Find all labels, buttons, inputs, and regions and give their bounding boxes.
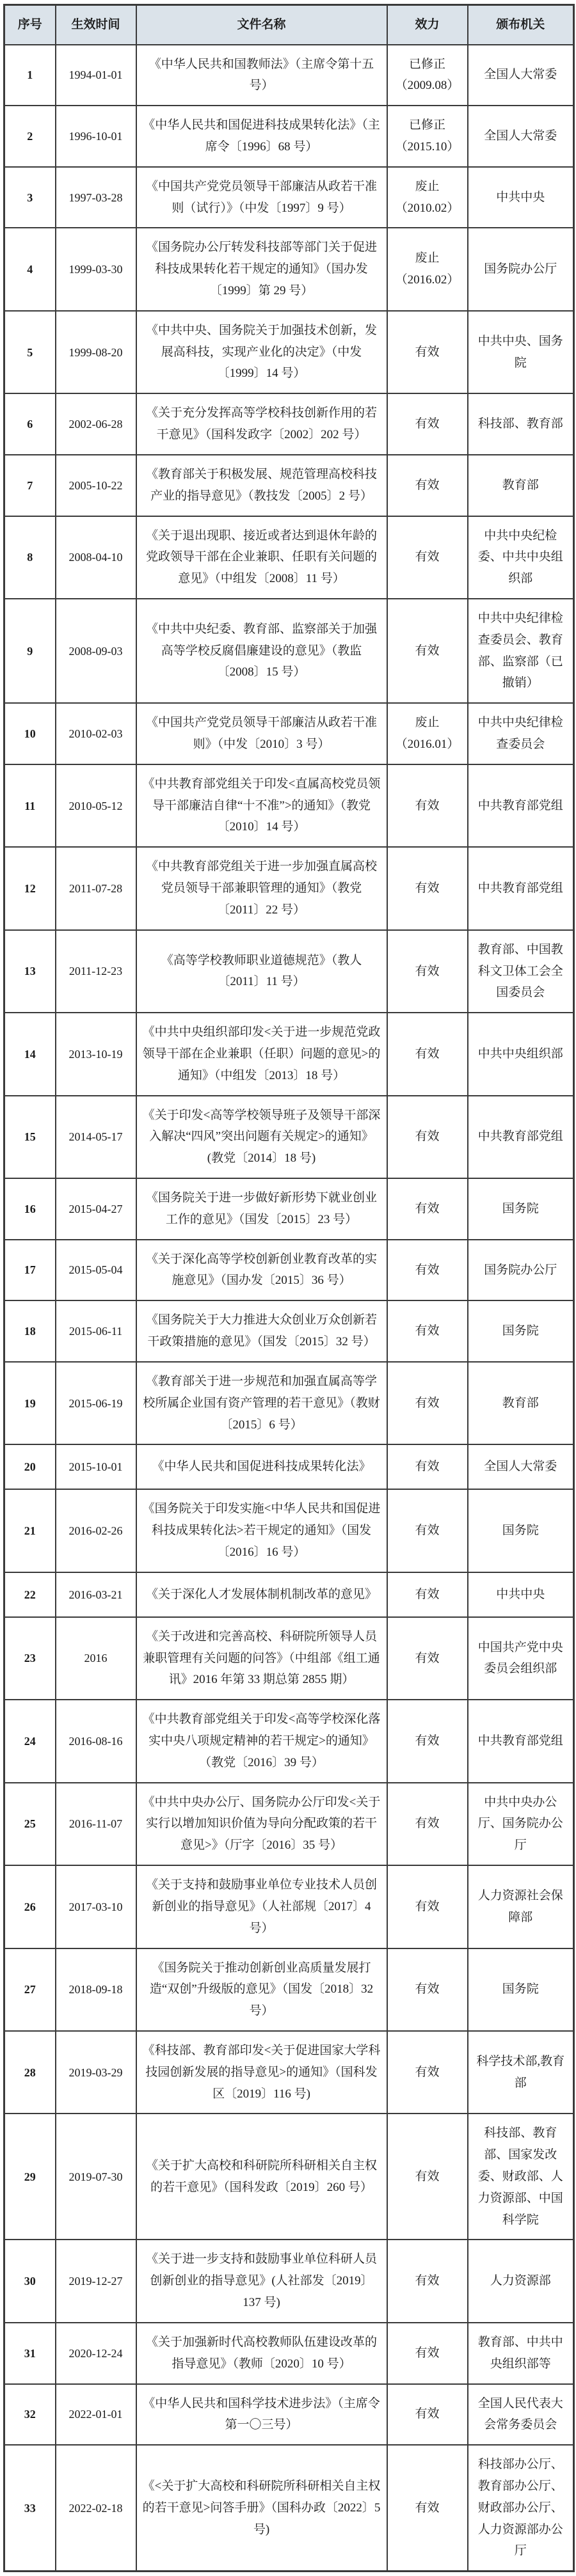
row-number-cell: 28 [4, 2031, 56, 2114]
status-text: 有效 [415, 2346, 440, 2360]
status-text: 废止 [415, 179, 440, 193]
status-text: 有效 [415, 1130, 440, 1144]
status-cell [387, 1444, 468, 1489]
row-number-cell: 31 [4, 2323, 56, 2384]
status-cell [387, 1948, 468, 2031]
row-number-cell: 7 [4, 455, 56, 516]
row-number-cell: 32 [4, 2384, 56, 2446]
row-number-cell: 1 [4, 45, 56, 106]
effective-date-cell: 2019-07-30 [56, 2114, 136, 2240]
status-text: 有效 [415, 1324, 440, 1338]
table-row [4, 847, 574, 929]
header-cell-date: 生效时间 [56, 5, 136, 45]
status-cell [387, 2114, 468, 2240]
header-cell-number: 序号 [4, 5, 56, 45]
status-text: 已修正 [408, 118, 445, 132]
issuing-authority-cell: 教育部 [468, 1362, 574, 1444]
status-text: 废止 [415, 716, 440, 730]
row-number-cell: 12 [4, 847, 56, 929]
table-row [4, 1178, 574, 1240]
document-title-cell: 《关于退出现职、接近或者达到退休年龄的党政领导干部在企业兼职、任职有关问题的意见》（中组发〔2008〕11 号） [136, 516, 387, 599]
table-row [4, 1013, 574, 1095]
header-cell-authority: 颁布机关 [468, 5, 574, 45]
row-number-cell: 11 [4, 764, 56, 847]
issuing-authority-cell: 国务院办公厅 [468, 228, 574, 310]
document-title-cell: 《国务院关于大力推进大众创业万众创新若干政策措施的意见》（国发〔2015〕32 号） [136, 1300, 387, 1362]
table-row [4, 1489, 574, 1572]
document-title-cell: 《教育部关于积极发展、规范管理高校科技产业的指导意见》（教技发〔2005〕2 号） [136, 455, 387, 516]
table-row [4, 311, 574, 393]
table-row [4, 2323, 574, 2384]
effective-date-cell: 2010-02-03 [56, 703, 136, 764]
issuing-authority-cell: 科技部、教育部、国家发改委、财政部、人力资源部、中国科学院 [468, 2114, 574, 2240]
effective-date-cell: 2002-06-28 [56, 393, 136, 455]
document-title-cell: 《中华人民共和国促进科技成果转化法》 [136, 1444, 387, 1489]
table-row [4, 1865, 574, 1948]
effective-date-cell: 1999-03-30 [56, 228, 136, 310]
status-cell [387, 167, 468, 228]
status-cell [387, 1865, 468, 1948]
effective-date-cell: 2019-12-27 [56, 2240, 136, 2322]
issuing-authority-cell: 中共中央办公厅、国务院办公厅 [468, 1783, 574, 1865]
status-cell [387, 2031, 468, 2114]
document-title-cell: 《教育部关于进一步规范和加强直属高等学校所属企业国有资产管理的若干意见》（教财〔2015〕6 号） [136, 1362, 387, 1444]
document-title-cell: 《中共中央、国务院关于加强技术创新，发展高科技，实现产业化的决定》（中发〔1999〕14 号） [136, 311, 387, 393]
issuing-authority-cell: 中共中央组织部 [468, 1013, 574, 1095]
status-cell [387, 393, 468, 455]
status-text: 有效 [415, 1734, 440, 1748]
table-row [4, 2445, 574, 2572]
effective-date-cell: 2010-05-12 [56, 764, 136, 847]
issuing-authority-cell: 中共教育部党组 [468, 1096, 574, 1178]
row-number-cell: 26 [4, 1865, 56, 1948]
issuing-authority-cell: 教育部、中国教科文卫体工会全国委员会 [468, 930, 574, 1013]
issuing-authority-cell: 科技部办公厅、教育部办公厅、财政部办公厅、人力资源部办公厅 [468, 2445, 574, 2572]
status-text: 有效 [415, 2065, 440, 2079]
effective-date-cell: 2016-08-16 [56, 1700, 136, 1782]
document-title-cell: 《关于深化人才发展体制机制改革的意见》 [136, 1572, 387, 1617]
document-title-cell: 《关于加强新时代高校教师队伍建设改革的指导意见》（教师〔2020〕10 号） [136, 2323, 387, 2384]
row-number-cell: 5 [4, 311, 56, 393]
table-row [4, 167, 574, 228]
issuing-authority-cell: 科技部、教育部 [468, 393, 574, 455]
effective-date-cell: 2005-10-22 [56, 455, 136, 516]
row-number-cell: 24 [4, 1700, 56, 1782]
row-number-cell: 33 [4, 2445, 56, 2572]
effective-date-cell: 2015-05-04 [56, 1240, 136, 1301]
table-body [4, 45, 574, 2572]
effective-date-cell: 1997-03-28 [56, 167, 136, 228]
effective-date-cell: 2011-12-23 [56, 930, 136, 1013]
issuing-authority-cell: 中共中央纪律检查委员会 [468, 703, 574, 764]
status-text: 有效 [415, 1396, 440, 1410]
status-text: 有效 [415, 478, 440, 492]
issuing-authority-cell: 人力资源社会保障部 [468, 1865, 574, 1948]
issuing-authority-cell: 中共教育部党组 [468, 764, 574, 847]
document-title-cell: 《关于改进和完善高校、科研院所领导人员兼职管理有关问题的问答》（中组部《组工通讯》2016 年第 33 期总第 2855 期） [136, 1617, 387, 1700]
row-number-cell: 6 [4, 393, 56, 455]
row-number-cell: 19 [4, 1362, 56, 1444]
document-title-cell: 《中共中央办公厅、国务院办公厅印发<关于实行以增加知识价值为导向分配政策的若干意见>》（厅字〔2016〕35 号） [136, 1783, 387, 1865]
document-title-cell: 《高等学校教师职业道德规范》（教人〔2011〕11 号） [136, 930, 387, 1013]
table-row [4, 930, 574, 1013]
row-number-cell: 20 [4, 1444, 56, 1489]
status-text: 有效 [415, 2274, 440, 2288]
status-cell [387, 2240, 468, 2322]
status-text: 有效 [415, 417, 440, 431]
document-title-cell: 《关于扩大高校和科研院所科研相关自主权的若干意见》（国科发政〔2019〕260 号） [136, 2114, 387, 2240]
status-text: 有效 [415, 1201, 440, 1215]
status-text: 有效 [415, 1587, 440, 1601]
status-cell [387, 106, 468, 167]
document-title-cell: 《中国共产党党员领导干部廉洁从政若干准则》（中发〔2010〕3 号） [136, 703, 387, 764]
policy-table [3, 4, 575, 2572]
issuing-authority-cell: 中共教育部党组 [468, 847, 574, 929]
status-text: 已修正 [408, 57, 445, 71]
effective-date-cell: 2015-06-19 [56, 1362, 136, 1444]
row-number-cell: 29 [4, 2114, 56, 2240]
document-title-cell: 《国务院办公厅转发科技部等部门关于促进科技成果转化若干规定的通知》（国办发〔1999〕第 29 号） [136, 228, 387, 310]
issuing-authority-cell: 中共中央、国务院 [468, 311, 574, 393]
table-row [4, 1096, 574, 1178]
table-row [4, 393, 574, 455]
row-number-cell: 3 [4, 167, 56, 228]
status-cell [387, 1013, 468, 1095]
effective-date-cell: 2013-10-19 [56, 1013, 136, 1095]
row-number-cell: 21 [4, 1489, 56, 1572]
status-text: 有效 [415, 1982, 440, 1996]
status-cell [387, 599, 468, 703]
status-text: 有效 [415, 1460, 440, 1474]
status-cell [387, 228, 468, 310]
effective-date-cell: 1996-10-01 [56, 106, 136, 167]
table-row [4, 516, 574, 599]
issuing-authority-cell: 中共教育部党组 [468, 1700, 574, 1782]
effective-date-cell: 2019-03-29 [56, 2031, 136, 2114]
effective-date-cell: 2016-11-07 [56, 1783, 136, 1865]
issuing-authority-cell: 教育部 [468, 455, 574, 516]
table-row [4, 1700, 574, 1782]
issuing-authority-cell: 国务院 [468, 1178, 574, 1240]
status-text: 有效 [415, 881, 440, 896]
row-number-cell: 15 [4, 1096, 56, 1178]
row-number-cell: 17 [4, 1240, 56, 1301]
document-title-cell: 《关于充分发挥高等学校科技创新作用的若干意见》（国科发政字〔2002〕202 号） [136, 393, 387, 455]
status-text: 有效 [415, 644, 440, 658]
status-cell [387, 703, 468, 764]
effective-date-cell: 2022-01-01 [56, 2384, 136, 2446]
table-row [4, 1783, 574, 1865]
effective-date-cell: 2016-03-21 [56, 1572, 136, 1617]
table-row [4, 703, 574, 764]
issuing-authority-cell: 全国人民代表大会常务委员会 [468, 2384, 574, 2446]
status-cell [387, 764, 468, 847]
effective-date-cell: 2015-04-27 [56, 1178, 136, 1240]
header-row [4, 5, 574, 45]
effective-date-cell: 2015-10-01 [56, 1444, 136, 1489]
issuing-authority-cell: 国务院办公厅 [468, 1240, 574, 1301]
document-title-cell: 《关于进一步支持和鼓励事业单位科研人员创新创业的指导意见》(人社部发〔2019〕137 号) [136, 2240, 387, 2322]
status-text: 有效 [415, 798, 440, 812]
row-number-cell: 14 [4, 1013, 56, 1095]
table-row [4, 228, 574, 310]
table-row [4, 599, 574, 703]
document-title-cell: 《中华人民共和国科学技术进步法》（主席令第一〇三号） [136, 2384, 387, 2446]
issuing-authority-cell: 全国人大常委 [468, 106, 574, 167]
row-number-cell: 13 [4, 930, 56, 1013]
effective-date-cell: 1999-08-20 [56, 311, 136, 393]
status-text: 有效 [415, 1263, 440, 1277]
status-cell [387, 847, 468, 929]
effective-date-cell: 2015-06-11 [56, 1300, 136, 1362]
issuing-authority-cell: 中国共产党中央委员会组织部 [468, 1617, 574, 1700]
table-row [4, 1300, 574, 1362]
status-cell [387, 1300, 468, 1362]
effective-date-cell: 2008-04-10 [56, 516, 136, 599]
issuing-authority-cell: 教育部、中共中央组织部等 [468, 2323, 574, 2384]
table-row [4, 45, 574, 106]
table-row [4, 2114, 574, 2240]
issuing-authority-cell: 国务院 [468, 1300, 574, 1362]
document-title-cell: 《中共教育部党组关于印发<高等学校深化落实中央八项规定精神的若干规定>的通知》（教党〔2016〕39 号） [136, 1700, 387, 1782]
row-number-cell: 9 [4, 599, 56, 703]
status-cell [387, 1617, 468, 1700]
status-cell [387, 1096, 468, 1178]
document-title-cell: 《中共中央纪委、教育部、监察部关于加强高等学校反腐倡廉建设的意见》（教监〔2008〕15 号） [136, 599, 387, 703]
status-text: 有效 [415, 964, 440, 978]
status-cell [387, 2445, 468, 2572]
table-row [4, 455, 574, 516]
status-text: 有效 [415, 1047, 440, 1061]
status-note-text: （2009.08） [395, 79, 460, 93]
row-number-cell: 22 [4, 1572, 56, 1617]
table-row [4, 1617, 574, 1700]
status-cell [387, 2323, 468, 2384]
status-text: 有效 [415, 2501, 440, 2515]
issuing-authority-cell: 全国人大常委 [468, 1444, 574, 1489]
effective-date-cell: 2022-02-18 [56, 2445, 136, 2572]
header-cell-title: 文件名称 [136, 5, 387, 45]
document-title-cell: 《中华人民共和国促进科技成果转化法》（主席令〔1996〕68 号） [136, 106, 387, 167]
document-title-cell: 《中国共产党党员领导干部廉洁从政若干准则（试行）》（中发〔1997〕9 号） [136, 167, 387, 228]
status-note-text: （2016.02） [395, 273, 460, 287]
row-number-cell: 30 [4, 2240, 56, 2322]
status-cell [387, 516, 468, 599]
row-number-cell: 23 [4, 1617, 56, 1700]
row-number-cell: 16 [4, 1178, 56, 1240]
status-text: 有效 [415, 1899, 440, 1913]
row-number-cell: 25 [4, 1783, 56, 1865]
document-title-cell: 《关于支持和鼓励事业单位专业技术人员创新创业的指导意见》（人社部规〔2017〕4 号） [136, 1865, 387, 1948]
status-cell [387, 2384, 468, 2446]
table-row [4, 1240, 574, 1301]
status-text: 有效 [415, 1524, 440, 1538]
status-cell [387, 1362, 468, 1444]
issuing-authority-cell: 人力资源部 [468, 2240, 574, 2322]
issuing-authority-cell: 中共中央 [468, 1572, 574, 1617]
row-number-cell: 27 [4, 1948, 56, 2031]
status-cell [387, 1178, 468, 1240]
issuing-authority-cell: 中共中央纪检委、中共中央组织部 [468, 516, 574, 599]
status-cell [387, 1783, 468, 1865]
status-cell [387, 1700, 468, 1782]
status-text: 有效 [415, 550, 440, 564]
row-number-cell: 8 [4, 516, 56, 599]
status-text: 有效 [415, 2170, 440, 2183]
issuing-authority-cell: 中共中央 [468, 167, 574, 228]
issuing-authority-cell: 科学技术部,教育部 [468, 2031, 574, 2114]
table-row [4, 1572, 574, 1617]
status-text: 有效 [415, 1651, 440, 1665]
issuing-authority-cell: 国务院 [468, 1948, 574, 2031]
document-title-cell: 《中共教育部党组关于进一步加强直属高校党员领导干部兼职管理的通知》（教党〔2011〕22 号） [136, 847, 387, 929]
document-title-cell: 《科技部、教育部印发<关于促进国家大学科技园创新发展的指导意见>的通知》（国科发区〔2019〕116 号) [136, 2031, 387, 2114]
effective-date-cell: 2020-12-24 [56, 2323, 136, 2384]
status-cell [387, 45, 468, 106]
table-row [4, 1948, 574, 2031]
effective-date-cell: 2011-07-28 [56, 847, 136, 929]
issuing-authority-cell: 国务院 [468, 1489, 574, 1572]
document-title-cell: 《关于深化高等学校创新创业教育改革的实施意见》（国办发〔2015〕36 号） [136, 1240, 387, 1301]
document-title-cell: 《国务院关于推动创新创业高质量发展打造“双创”升级版的意见》（国发〔2018〕32 号） [136, 1948, 387, 2031]
table-row [4, 2240, 574, 2322]
status-cell [387, 1240, 468, 1301]
issuing-authority-cell: 全国人大常委 [468, 45, 574, 106]
status-note-text: （2015.10） [395, 139, 460, 154]
effective-date-cell: 2014-05-17 [56, 1096, 136, 1178]
row-number-cell: 4 [4, 228, 56, 310]
status-note-text: （2010.02） [395, 201, 460, 215]
status-text: 有效 [415, 1817, 440, 1831]
effective-date-cell: 1994-01-01 [56, 45, 136, 106]
row-number-cell: 18 [4, 1300, 56, 1362]
document-title-cell: 《中共中央组织部印发<关于进一步规范党政领导干部在企业兼职（任职）问题的意见>的通知》（中组发〔2013〕18 号） [136, 1013, 387, 1095]
status-text: 有效 [415, 2407, 440, 2421]
status-text: 废止 [415, 251, 440, 265]
document-title-cell: 《中华人民共和国教师法》（主席令第十五号） [136, 45, 387, 106]
document-title-cell: 《<关于扩大高校和科研院所科研相关自主权的若干意见>问答手册》（国科办政〔2022〕5 号) [136, 2445, 387, 2572]
effective-date-cell: 2016-02-26 [56, 1489, 136, 1572]
status-cell [387, 311, 468, 393]
issuing-authority-cell: 中共中央纪律检查委员会、教育部、监察部（已撤销） [468, 599, 574, 703]
status-cell [387, 1489, 468, 1572]
effective-date-cell: 2016 [56, 1617, 136, 1700]
table-row [4, 1444, 574, 1489]
effective-date-cell: 2008-09-03 [56, 599, 136, 703]
row-number-cell: 10 [4, 703, 56, 764]
status-text: 有效 [415, 345, 440, 359]
table-row [4, 2031, 574, 2114]
status-cell [387, 1572, 468, 1617]
table-row [4, 2384, 574, 2446]
effective-date-cell: 2018-09-18 [56, 1948, 136, 2031]
header-cell-status: 效力 [387, 5, 468, 45]
document-title-cell: 《国务院关于印发实施<中华人民共和国促进科技成果转化法>若干规定的通知》（国发〔2016〕16 号） [136, 1489, 387, 1572]
document-title-cell: 《中共教育部党组关于印发<直属高校党员领导干部廉洁自律“十不准”>的通知》（教党〔2010〕14 号） [136, 764, 387, 847]
status-note-text: （2016.01） [395, 738, 460, 751]
table-row [4, 764, 574, 847]
effective-date-cell: 2017-03-10 [56, 1865, 136, 1948]
document-title-cell: 《关于印发<高等学校领导班子及领导干部深入解决“四风”突出问题有关规定>的通知》(教党〔2014〕18 号) [136, 1096, 387, 1178]
status-cell [387, 455, 468, 516]
table-row [4, 106, 574, 167]
table-row [4, 1362, 574, 1444]
document-title-cell: 《国务院关于进一步做好新形势下就业创业工作的意见》（国发〔2015〕23 号） [136, 1178, 387, 1240]
status-cell [387, 930, 468, 1013]
row-number-cell: 2 [4, 106, 56, 167]
